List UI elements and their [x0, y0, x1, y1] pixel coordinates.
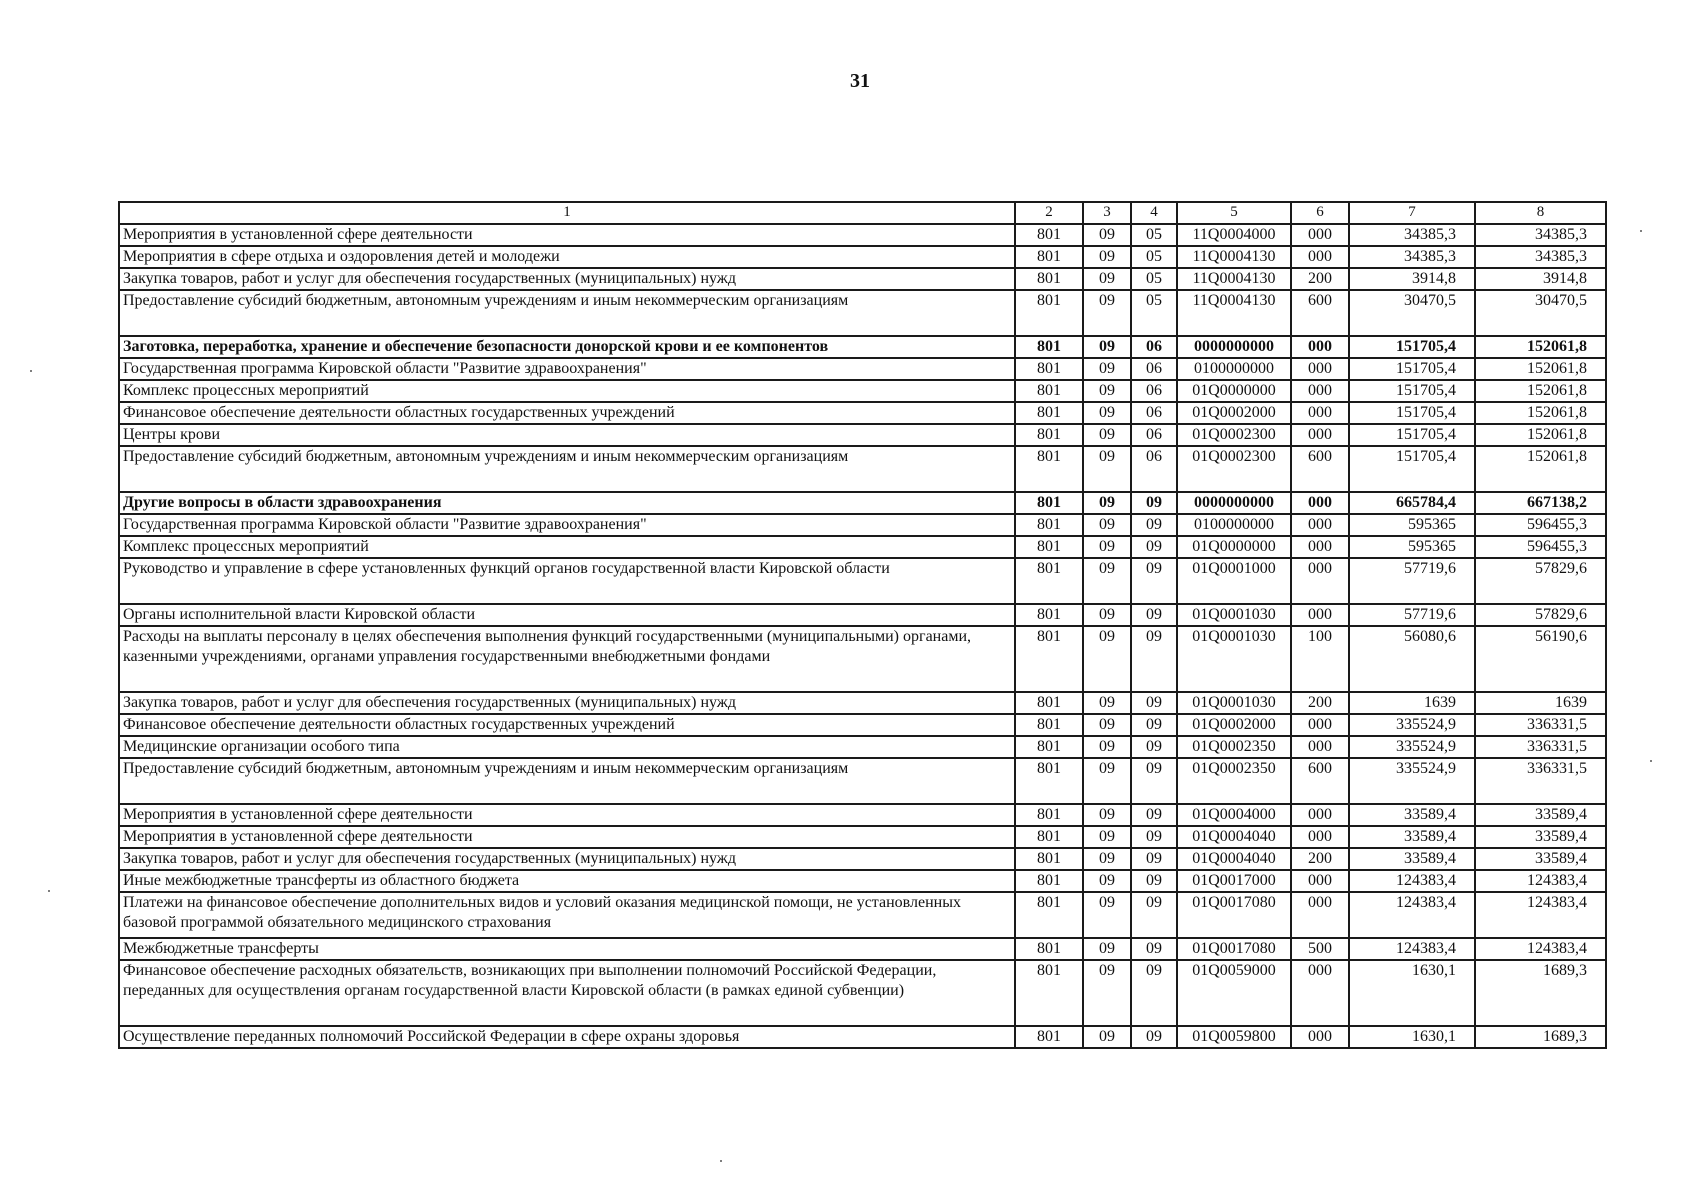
column-number-row	[119, 202, 1606, 224]
table-row	[119, 604, 1606, 626]
cell-amount-year-2: 1639	[1475, 692, 1606, 714]
cell-expense-type: 000	[1291, 1026, 1349, 1048]
cell-target-article: 01Q0002000	[1177, 714, 1291, 736]
row-name: Предоставление субсидий бюджетным, автономным учреждениям и иным некоммерческим организациям	[119, 758, 1015, 804]
page-number: 31	[850, 70, 870, 92]
cell-subsection: 09	[1131, 604, 1177, 626]
cell-expense-type: 000	[1291, 358, 1349, 380]
cell-expense-type: 000	[1291, 246, 1349, 268]
cell-subsection: 06	[1131, 380, 1177, 402]
cell-subsection: 09	[1131, 848, 1177, 870]
cell-target-article: 01Q0001000	[1177, 558, 1291, 604]
cell-subsection: 09	[1131, 692, 1177, 714]
cell-amount-year-2: 596455,3	[1475, 536, 1606, 558]
cell-expense-type: 200	[1291, 692, 1349, 714]
cell-amount-year-2: 596455,3	[1475, 514, 1606, 536]
cell-target-article: 01Q0004040	[1177, 848, 1291, 870]
cell-section: 09	[1083, 268, 1131, 290]
cell-amount-year-1: 56080,6	[1349, 626, 1475, 692]
table-row	[119, 626, 1606, 692]
cell-amount-year-1: 595365	[1349, 514, 1475, 536]
cell-expense-type: 000	[1291, 736, 1349, 758]
cell-subsection: 06	[1131, 336, 1177, 358]
cell-ministry: 801	[1015, 536, 1083, 558]
cell-expense-type: 000	[1291, 424, 1349, 446]
row-name: Органы исполнительной власти Кировской области	[119, 604, 1015, 626]
cell-expense-type: 000	[1291, 536, 1349, 558]
cell-target-article: 11Q0004130	[1177, 268, 1291, 290]
cell-amount-year-1: 335524,9	[1349, 714, 1475, 736]
cell-subsection: 09	[1131, 1026, 1177, 1048]
cell-ministry: 801	[1015, 604, 1083, 626]
cell-expense-type: 000	[1291, 402, 1349, 424]
table-row	[119, 336, 1606, 358]
row-name: Мероприятия в установленной сфере деятельности	[119, 826, 1015, 848]
cell-amount-year-2: 336331,5	[1475, 714, 1606, 736]
table-body	[119, 202, 1606, 1048]
cell-amount-year-1: 151705,4	[1349, 358, 1475, 380]
cell-amount-year-2: 57829,6	[1475, 604, 1606, 626]
row-name: Межбюджетные трансферты	[119, 938, 1015, 960]
cell-amount-year-2: 56190,6	[1475, 626, 1606, 692]
cell-ministry: 801	[1015, 268, 1083, 290]
table-row	[119, 402, 1606, 424]
cell-subsection: 09	[1131, 870, 1177, 892]
cell-amount-year-2: 667138,2	[1475, 492, 1606, 514]
cell-subsection: 05	[1131, 246, 1177, 268]
cell-ministry: 801	[1015, 402, 1083, 424]
cell-amount-year-1: 124383,4	[1349, 870, 1475, 892]
cell-section: 09	[1083, 336, 1131, 358]
table-row	[119, 536, 1606, 558]
cell-section: 09	[1083, 714, 1131, 736]
cell-expense-type: 000	[1291, 714, 1349, 736]
cell-section: 09	[1083, 626, 1131, 692]
cell-ministry: 801	[1015, 870, 1083, 892]
cell-target-article: 01Q0004000	[1177, 804, 1291, 826]
cell-ministry: 801	[1015, 848, 1083, 870]
cell-expense-type: 500	[1291, 938, 1349, 960]
cell-amount-year-1: 57719,6	[1349, 604, 1475, 626]
row-name: Расходы на выплаты персоналу в целях обеспечения выполнения функций государственными (муниципальными) органами, казенными учреждениями, органами управления государственными внебюджетными фондами	[119, 626, 1015, 692]
cell-amount-year-1: 124383,4	[1349, 938, 1475, 960]
cell-amount-year-2: 1689,3	[1475, 1026, 1606, 1048]
table-row	[119, 848, 1606, 870]
budget-table	[118, 201, 1607, 1049]
cell-section: 09	[1083, 402, 1131, 424]
cell-subsection: 06	[1131, 424, 1177, 446]
table-row	[119, 960, 1606, 1026]
cell-amount-year-1: 1630,1	[1349, 1026, 1475, 1048]
cell-target-article: 01Q0017080	[1177, 892, 1291, 938]
table-row	[119, 892, 1606, 938]
cell-section: 09	[1083, 870, 1131, 892]
cell-subsection: 09	[1131, 626, 1177, 692]
cell-amount-year-1: 665784,4	[1349, 492, 1475, 514]
table-row	[119, 492, 1606, 514]
table-row	[119, 424, 1606, 446]
cell-subsection: 09	[1131, 892, 1177, 938]
cell-amount-year-2: 152061,8	[1475, 446, 1606, 492]
cell-amount-year-2: 152061,8	[1475, 336, 1606, 358]
row-name: Иные межбюджетные трансферты из областного бюджета	[119, 870, 1015, 892]
cell-subsection: 09	[1131, 514, 1177, 536]
cell-subsection: 05	[1131, 268, 1177, 290]
row-name: Мероприятия в сфере отдыха и оздоровления детей и молодежи	[119, 246, 1015, 268]
table-row	[119, 224, 1606, 246]
cell-ministry: 801	[1015, 224, 1083, 246]
cell-ministry: 801	[1015, 692, 1083, 714]
cell-target-article: 01Q0001030	[1177, 692, 1291, 714]
row-name: Комплекс процессных мероприятий	[119, 380, 1015, 402]
cell-expense-type: 600	[1291, 758, 1349, 804]
cell-target-article: 01Q0002350	[1177, 736, 1291, 758]
cell-ministry: 801	[1015, 714, 1083, 736]
cell-subsection: 09	[1131, 492, 1177, 514]
scan-speck	[1640, 230, 1642, 232]
cell-ministry: 801	[1015, 826, 1083, 848]
table-row	[119, 246, 1606, 268]
cell-section: 09	[1083, 1026, 1131, 1048]
row-name: Мероприятия в установленной сфере деятельности	[119, 224, 1015, 246]
row-name: Мероприятия в установленной сфере деятельности	[119, 804, 1015, 826]
cell-expense-type: 000	[1291, 336, 1349, 358]
cell-target-article: 11Q0004000	[1177, 224, 1291, 246]
cell-section: 09	[1083, 424, 1131, 446]
cell-amount-year-1: 33589,4	[1349, 826, 1475, 848]
cell-section: 09	[1083, 692, 1131, 714]
cell-amount-year-2: 124383,4	[1475, 892, 1606, 938]
cell-subsection: 09	[1131, 804, 1177, 826]
scan-speck	[48, 890, 50, 892]
scan-speck	[720, 1160, 722, 1162]
cell-section: 09	[1083, 604, 1131, 626]
cell-expense-type: 000	[1291, 380, 1349, 402]
cell-amount-year-1: 1639	[1349, 692, 1475, 714]
row-name: Предоставление субсидий бюджетным, автономным учреждениям и иным некоммерческим организациям	[119, 290, 1015, 336]
cell-target-article: 01Q0002300	[1177, 446, 1291, 492]
cell-subsection: 09	[1131, 826, 1177, 848]
row-name: Центры крови	[119, 424, 1015, 446]
row-name: Комплекс процессных мероприятий	[119, 536, 1015, 558]
cell-ministry: 801	[1015, 446, 1083, 492]
cell-expense-type: 000	[1291, 804, 1349, 826]
cell-target-article: 01Q0004040	[1177, 826, 1291, 848]
cell-ministry: 801	[1015, 358, 1083, 380]
cell-expense-type: 000	[1291, 558, 1349, 604]
cell-amount-year-2: 336331,5	[1475, 758, 1606, 804]
cell-expense-type: 000	[1291, 492, 1349, 514]
cell-section: 09	[1083, 224, 1131, 246]
cell-amount-year-2: 152061,8	[1475, 424, 1606, 446]
cell-ministry: 801	[1015, 938, 1083, 960]
row-name: Финансовое обеспечение расходных обязательств, возникающих при выполнении полномочий Российской Федерации, переданных для осуществления органам государственной власти Кировской области (в рамках единой субвенции)	[119, 960, 1015, 1026]
cell-amount-year-1: 33589,4	[1349, 848, 1475, 870]
table-row	[119, 758, 1606, 804]
scan-speck	[30, 370, 32, 372]
cell-target-article: 01Q0017080	[1177, 938, 1291, 960]
table-row	[119, 938, 1606, 960]
cell-subsection: 09	[1131, 736, 1177, 758]
cell-amount-year-1: 151705,4	[1349, 424, 1475, 446]
cell-expense-type: 000	[1291, 960, 1349, 1026]
cell-section: 09	[1083, 290, 1131, 336]
cell-target-article: 0000000000	[1177, 336, 1291, 358]
cell-ministry: 801	[1015, 804, 1083, 826]
cell-subsection: 09	[1131, 758, 1177, 804]
row-name: Заготовка, переработка, хранение и обеспечение безопасности донорской крови и ее компонентов	[119, 336, 1015, 358]
cell-section: 09	[1083, 492, 1131, 514]
cell-amount-year-1: 151705,4	[1349, 446, 1475, 492]
cell-amount-year-1: 33589,4	[1349, 804, 1475, 826]
cell-amount-year-2: 34385,3	[1475, 224, 1606, 246]
cell-ministry: 801	[1015, 424, 1083, 446]
cell-amount-year-1: 151705,4	[1349, 402, 1475, 424]
cell-section: 09	[1083, 892, 1131, 938]
cell-ministry: 801	[1015, 626, 1083, 692]
cell-subsection: 09	[1131, 938, 1177, 960]
cell-ministry: 801	[1015, 290, 1083, 336]
column-number: 3	[1083, 202, 1131, 224]
table-row	[119, 268, 1606, 290]
cell-amount-year-1: 151705,4	[1349, 336, 1475, 358]
cell-ministry: 801	[1015, 1026, 1083, 1048]
table-row	[119, 804, 1606, 826]
column-number: 4	[1131, 202, 1177, 224]
cell-target-article: 01Q0002300	[1177, 424, 1291, 446]
scan-speck	[1650, 760, 1652, 762]
cell-target-article: 01Q0059000	[1177, 960, 1291, 1026]
cell-subsection: 06	[1131, 446, 1177, 492]
cell-amount-year-2: 3914,8	[1475, 268, 1606, 290]
row-name: Осуществление переданных полномочий Российской Федерации в сфере охраны здоровья	[119, 1026, 1015, 1048]
row-name: Руководство и управление в сфере установленных функций органов государственной власти Кировской области	[119, 558, 1015, 604]
table-row	[119, 358, 1606, 380]
cell-section: 09	[1083, 446, 1131, 492]
column-number: 2	[1015, 202, 1083, 224]
cell-amount-year-2: 152061,8	[1475, 380, 1606, 402]
cell-amount-year-1: 1630,1	[1349, 960, 1475, 1026]
cell-expense-type: 000	[1291, 826, 1349, 848]
cell-amount-year-2: 152061,8	[1475, 358, 1606, 380]
cell-target-article: 01Q0000000	[1177, 380, 1291, 402]
cell-target-article: 01Q0002000	[1177, 402, 1291, 424]
cell-amount-year-2: 57829,6	[1475, 558, 1606, 604]
table-row	[119, 870, 1606, 892]
cell-expense-type: 600	[1291, 290, 1349, 336]
column-number: 8	[1475, 202, 1606, 224]
cell-target-article: 0100000000	[1177, 514, 1291, 536]
cell-amount-year-1: 34385,3	[1349, 224, 1475, 246]
cell-amount-year-1: 124383,4	[1349, 892, 1475, 938]
column-number: 5	[1177, 202, 1291, 224]
cell-expense-type: 000	[1291, 870, 1349, 892]
cell-target-article: 0100000000	[1177, 358, 1291, 380]
cell-amount-year-2: 30470,5	[1475, 290, 1606, 336]
cell-amount-year-1: 34385,3	[1349, 246, 1475, 268]
cell-target-article: 11Q0004130	[1177, 246, 1291, 268]
cell-subsection: 06	[1131, 402, 1177, 424]
cell-ministry: 801	[1015, 514, 1083, 536]
table-row	[119, 1026, 1606, 1048]
cell-amount-year-1: 3914,8	[1349, 268, 1475, 290]
row-name: Медицинские организации особого типа	[119, 736, 1015, 758]
cell-amount-year-2: 1689,3	[1475, 960, 1606, 1026]
column-number: 6	[1291, 202, 1349, 224]
cell-section: 09	[1083, 536, 1131, 558]
cell-ministry: 801	[1015, 558, 1083, 604]
table-row	[119, 714, 1606, 736]
cell-amount-year-2: 33589,4	[1475, 826, 1606, 848]
table-row	[119, 446, 1606, 492]
cell-expense-type: 000	[1291, 224, 1349, 246]
cell-expense-type: 600	[1291, 446, 1349, 492]
row-name: Государственная программа Кировской области "Развитие здравоохранения"	[119, 358, 1015, 380]
cell-amount-year-2: 33589,4	[1475, 848, 1606, 870]
cell-ministry: 801	[1015, 892, 1083, 938]
cell-ministry: 801	[1015, 736, 1083, 758]
row-name: Финансовое обеспечение деятельности областных государственных учреждений	[119, 402, 1015, 424]
cell-target-article: 01Q0017000	[1177, 870, 1291, 892]
table-row	[119, 736, 1606, 758]
cell-amount-year-1: 57719,6	[1349, 558, 1475, 604]
cell-target-article: 0000000000	[1177, 492, 1291, 514]
cell-amount-year-1: 30470,5	[1349, 290, 1475, 336]
cell-expense-type: 100	[1291, 626, 1349, 692]
cell-section: 09	[1083, 938, 1131, 960]
cell-expense-type: 000	[1291, 604, 1349, 626]
row-name: Платежи на финансовое обеспечение дополнительных видов и условий оказания медицинской помощи, не установленных базовой программой обязательного медицинского страхования	[119, 892, 1015, 938]
cell-ministry: 801	[1015, 758, 1083, 804]
table-row	[119, 380, 1606, 402]
column-number: 7	[1349, 202, 1475, 224]
cell-amount-year-2: 124383,4	[1475, 938, 1606, 960]
cell-section: 09	[1083, 758, 1131, 804]
table-row	[119, 558, 1606, 604]
row-name: Государственная программа Кировской области "Развитие здравоохранения"	[119, 514, 1015, 536]
row-name: Закупка товаров, работ и услуг для обеспечения государственных (муниципальных) нужд	[119, 848, 1015, 870]
cell-section: 09	[1083, 804, 1131, 826]
cell-expense-type: 200	[1291, 848, 1349, 870]
cell-section: 09	[1083, 736, 1131, 758]
cell-target-article: 01Q0002350	[1177, 758, 1291, 804]
cell-target-article: 01Q0001030	[1177, 604, 1291, 626]
cell-target-article: 11Q0004130	[1177, 290, 1291, 336]
cell-section: 09	[1083, 246, 1131, 268]
cell-amount-year-1: 335524,9	[1349, 758, 1475, 804]
cell-subsection: 09	[1131, 558, 1177, 604]
cell-target-article: 01Q0059800	[1177, 1026, 1291, 1048]
table-row	[119, 514, 1606, 536]
cell-amount-year-2: 152061,8	[1475, 402, 1606, 424]
cell-target-article: 01Q0001030	[1177, 626, 1291, 692]
row-name: Предоставление субсидий бюджетным, автономным учреждениям и иным некоммерческим организациям	[119, 446, 1015, 492]
row-name: Финансовое обеспечение деятельности областных государственных учреждений	[119, 714, 1015, 736]
cell-ministry: 801	[1015, 492, 1083, 514]
row-name: Закупка товаров, работ и услуг для обеспечения государственных (муниципальных) нужд	[119, 268, 1015, 290]
cell-subsection: 06	[1131, 358, 1177, 380]
cell-amount-year-2: 33589,4	[1475, 804, 1606, 826]
cell-ministry: 801	[1015, 336, 1083, 358]
cell-subsection: 09	[1131, 960, 1177, 1026]
cell-expense-type: 000	[1291, 514, 1349, 536]
table-row	[119, 692, 1606, 714]
cell-section: 09	[1083, 558, 1131, 604]
cell-section: 09	[1083, 358, 1131, 380]
cell-subsection: 09	[1131, 536, 1177, 558]
cell-amount-year-1: 151705,4	[1349, 380, 1475, 402]
cell-section: 09	[1083, 514, 1131, 536]
cell-subsection: 05	[1131, 224, 1177, 246]
cell-amount-year-1: 335524,9	[1349, 736, 1475, 758]
table-row	[119, 290, 1606, 336]
row-name: Другие вопросы в области здравоохранения	[119, 492, 1015, 514]
cell-target-article: 01Q0000000	[1177, 536, 1291, 558]
cell-amount-year-2: 336331,5	[1475, 736, 1606, 758]
table-row	[119, 826, 1606, 848]
cell-amount-year-2: 124383,4	[1475, 870, 1606, 892]
cell-subsection: 05	[1131, 290, 1177, 336]
cell-expense-type: 200	[1291, 268, 1349, 290]
cell-section: 09	[1083, 848, 1131, 870]
cell-ministry: 801	[1015, 960, 1083, 1026]
row-name: Закупка товаров, работ и услуг для обеспечения государственных (муниципальных) нужд	[119, 692, 1015, 714]
column-number: 1	[119, 202, 1015, 224]
cell-amount-year-1: 595365	[1349, 536, 1475, 558]
cell-subsection: 09	[1131, 714, 1177, 736]
cell-ministry: 801	[1015, 380, 1083, 402]
cell-section: 09	[1083, 380, 1131, 402]
cell-section: 09	[1083, 826, 1131, 848]
cell-expense-type: 000	[1291, 892, 1349, 938]
cell-ministry: 801	[1015, 246, 1083, 268]
cell-section: 09	[1083, 960, 1131, 1026]
cell-amount-year-2: 34385,3	[1475, 246, 1606, 268]
